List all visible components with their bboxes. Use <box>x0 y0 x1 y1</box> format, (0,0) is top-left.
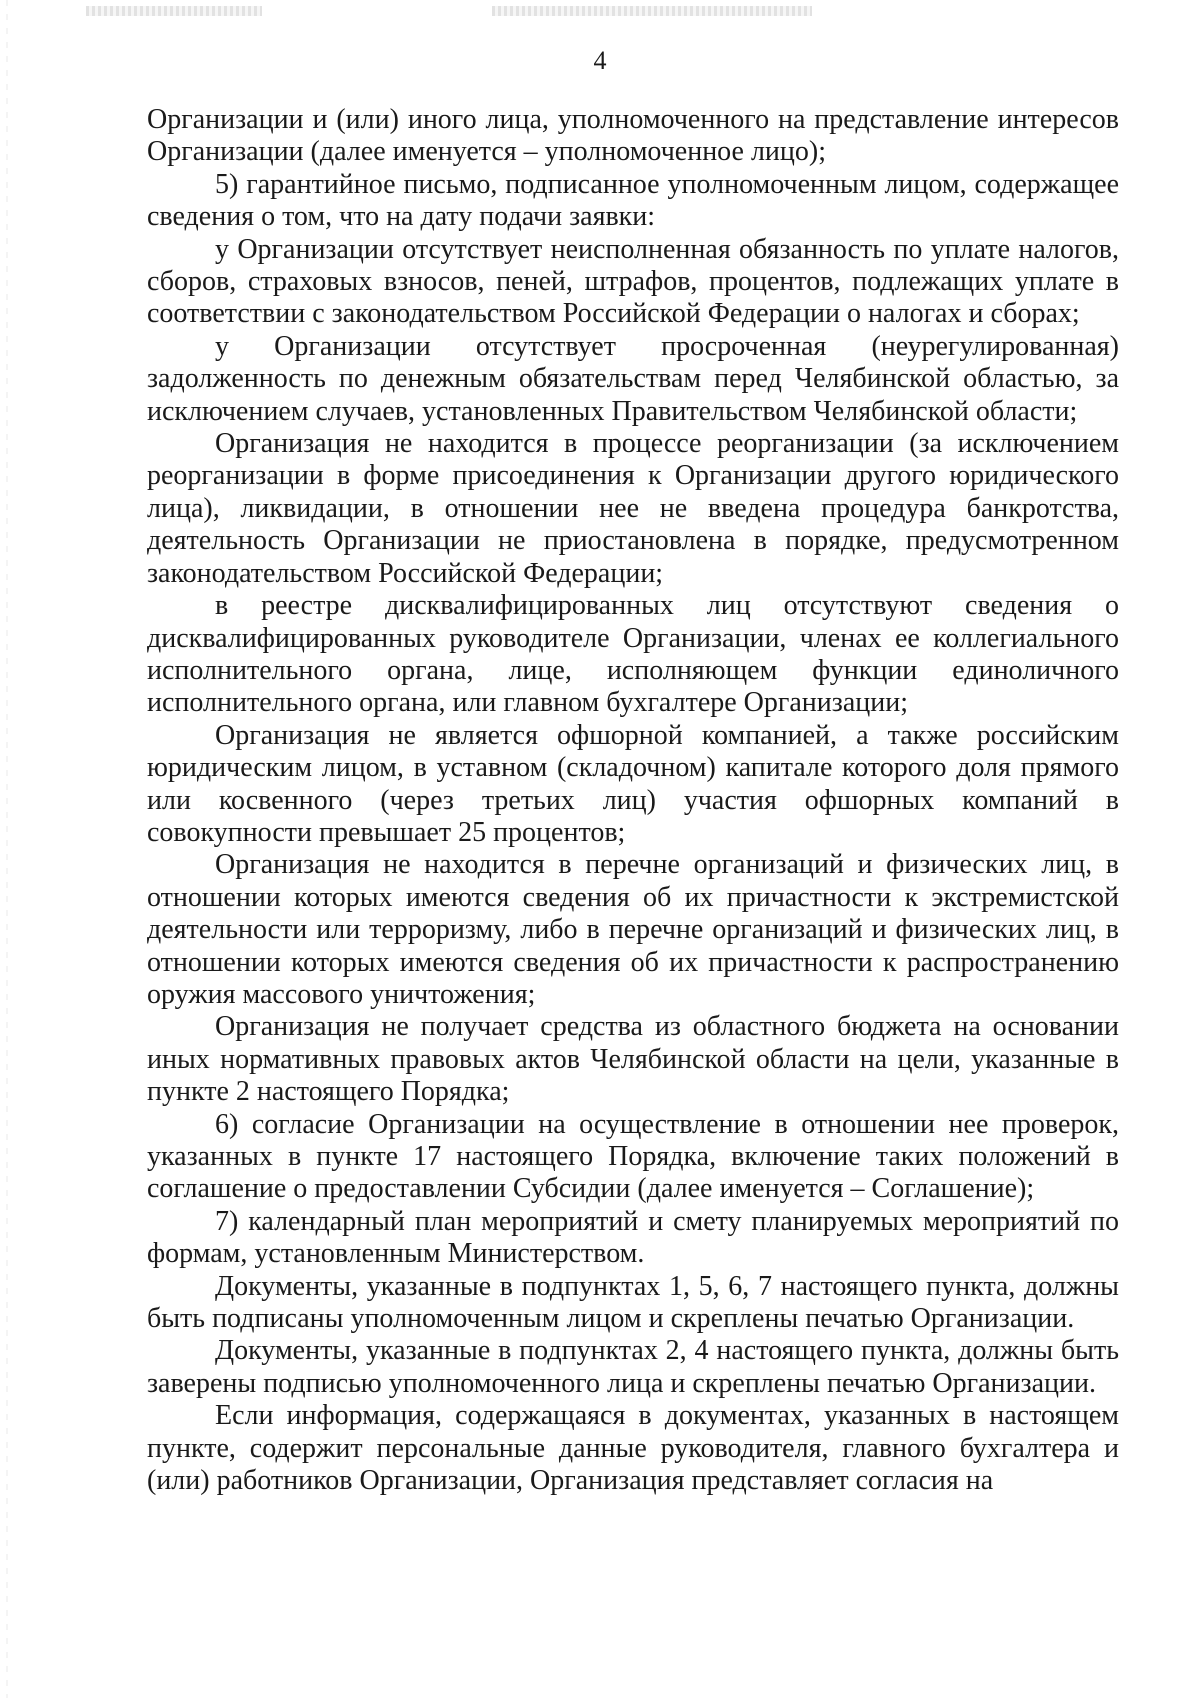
paragraph: 7) календарный план мероприятий и смету планируемых мероприятий по формам, установленным Министерством. <box>147 1205 1119 1270</box>
paragraph: в реестре дисквалифицированных лиц отсутствуют сведения о дисквалифицированных руководителе Организации, членах ее коллегиального исполнительного органа, лице, исполняющем функции единоличного исполнительного органа, или главном бухгалтере Организации; <box>147 590 1119 719</box>
paragraph: Организации и (или) иного лица, уполномоченного на представление интересов Организации (далее именуется – уполномоченное лицо); <box>147 104 1119 168</box>
paragraph: Если информация, содержащаяся в документах, указанных в настоящем пункте, содержит персональные данные руководителя, главного бухгалтера и (или) работников Организации, Организация представляет согласия на <box>147 1400 1119 1497</box>
paragraph: у Организации отсутствует неисполненная обязанность по уплате налогов, сборов, страховых взносов, пеней, штрафов, процентов, подлежащих уплате в соответствии с законодательством Российской Федерации о налогах и сборах; <box>147 233 1119 330</box>
paragraph: Организация не является офшорной компанией, а также российским юридическим лицом, в уставном (складочном) капитале которого доля прямого или косвенного (через третьих лиц) участия офшорных компаний в совокупности превышает 25 процентов; <box>147 719 1119 848</box>
page-number: 4 <box>593 46 607 75</box>
paragraph: Документы, указанные в подпунктах 1, 5, 6, 7 настоящего пункта, должны быть подписаны уполномоченным лицом и скреплены печатью Организации. <box>147 1270 1119 1335</box>
paragraph: Организация не находится в перечне организаций и физических лиц, в отношении которых имеются сведения об их причастности к экстремистской деятельности или терроризму, либо в перечне организаций и физических лиц, в отношении которых имеются сведения об их причастности к распространению оружия массового уничтожения; <box>147 849 1119 1010</box>
document-body <box>147 104 1119 1497</box>
scan-edge-artifact <box>6 0 8 1698</box>
scan-artifact-right <box>492 6 812 16</box>
paragraph: Организация не находится в процессе реорганизации (за исключением реорганизации в форме присоединения к Организации другого юридического лица), ликвидации, в отношении нее не введена процедура банкротства, деятельность Организации не приостановлена в порядке, предусмотренном законодательством Российской Федерации; <box>147 428 1119 589</box>
paragraph: Организация не получает средства из областного бюджета на основании иных нормативных правовых актов Челябинской области на цели, указанные в пункте 2 настоящего Порядка; <box>147 1011 1119 1108</box>
paragraph: Документы, указанные в подпунктах 2, 4 настоящего пункта, должны быть заверены подписью уполномоченного лица и скреплены печатью Организации. <box>147 1335 1119 1399</box>
paragraph: 5) гарантийное письмо, подписанное уполномоченным лицом, содержащее сведения о том, что на дату подачи заявки: <box>147 168 1119 233</box>
paragraph: у Организации отсутствует просроченная (неурегулированная) задолженность по денежным обязательствам перед Челябинской областью, за исключением случаев, установленных Правительством Челябинской области; <box>147 330 1119 427</box>
scan-artifact-left <box>86 6 262 16</box>
paragraph: 6) согласие Организации на осуществление в отношении нее проверок, указанных в пункте 17 настоящего Порядка, включение таких положений в соглашение о предоставлении Субсидии (далее именуется – Соглашение); <box>147 1108 1119 1205</box>
